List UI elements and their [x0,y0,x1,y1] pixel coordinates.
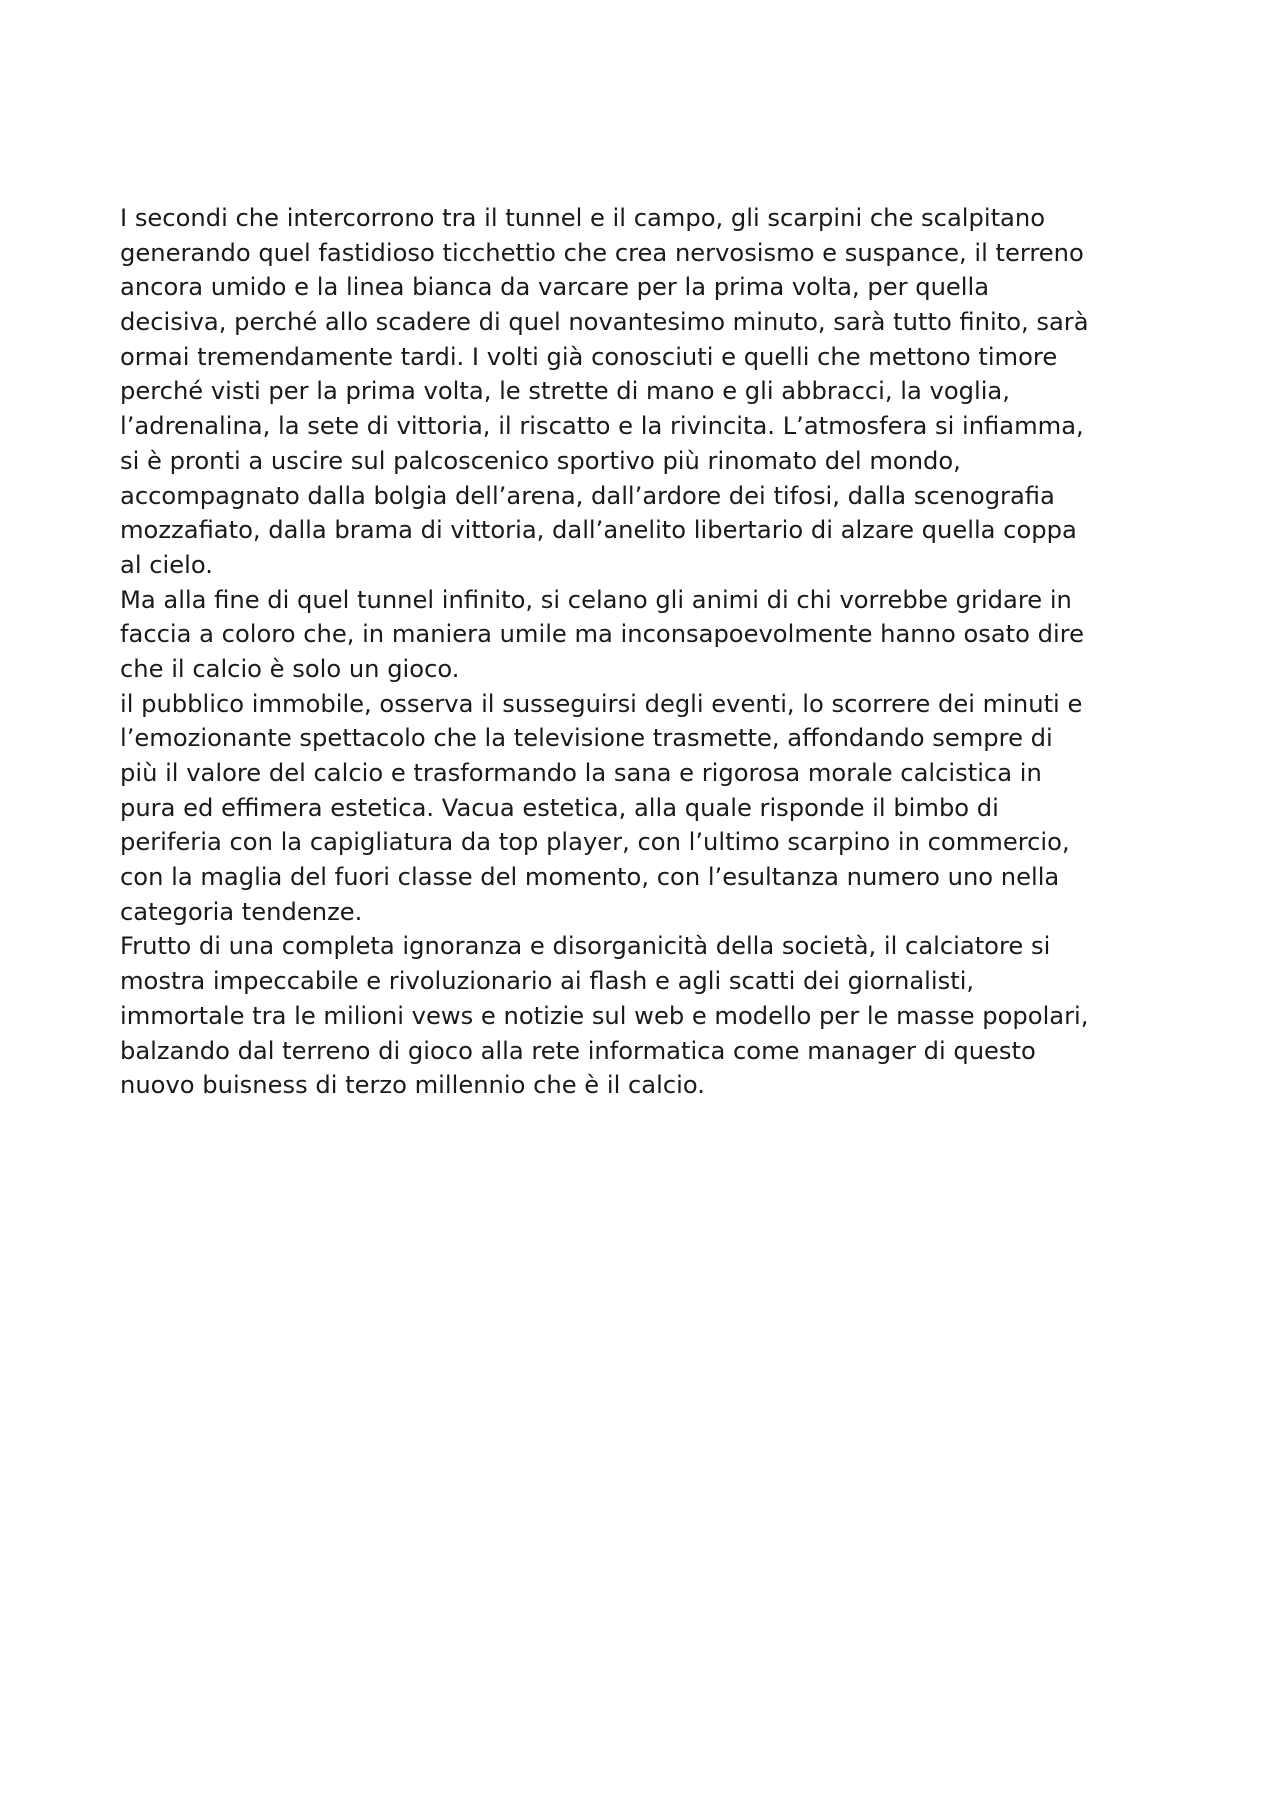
text-line: generando quel fastidioso ticchettio che crea nervosismo e suspance, il terreno [120,238,1084,267]
text-line: mozzafiato, dalla brama di vittoria, dall’anelito libertario di alzare quella coppa [120,516,1077,545]
text-line: l’emozionante spettacolo che la televisione trasmette, affondando sempre di [120,724,1053,753]
text-line: nuovo buisness di terzo millennio che è il calcio. [120,1071,705,1100]
text-line: l’adrenalina, la sete di vittoria, il riscatto e la rivincita. L’atmosfera si infiamma, [120,412,1084,441]
text-line: categoria tendenze. [120,897,363,926]
text-line: immortale tra le milioni vews e notizie sul web e modello per le masse popolari, [120,1001,1089,1030]
text-line: decisiva, perché allo scadere di quel novantesimo minuto, sarà tutto finito, sarà [120,308,1089,337]
text-line: ormai tremendamente tardi. I volti già conosciuti e quelli che mettono timore [120,342,1058,371]
text-line: si è pronti a uscire sul palcoscenico sportivo più rinomato del mondo, [120,446,961,475]
text-line: Ma alla fine di quel tunnel infinito, si celano gli animi di chi vorrebbe gridare in [120,585,1072,614]
body-text [120,201,1180,1103]
text-line: ancora umido e la linea bianca da varcare per la prima volta, per quella [120,273,990,302]
text-line: perché visti per la prima volta, le strette di mano e gli abbracci, la voglia, [120,377,1010,406]
text-line: che il calcio è solo un gioco. [120,654,460,683]
text-line: faccia a coloro che, in maniera umile ma inconsapoevolmente hanno osato dire [120,620,1085,649]
text-line: pura ed effimera estetica. Vacua estetica, alla quale risponde il bimbo di [120,793,999,822]
text-line: il pubblico immobile, osserva il susseguirsi degli eventi, lo scorrere dei minuti e [120,689,1083,718]
text-line: accompagnato dalla bolgia dell’arena, dall’ardore dei tifosi, dalla scenografia [120,481,1055,510]
text-line: mostra impeccabile e rivoluzionario ai flash e agli scatti dei giornalisti, [120,967,975,996]
text-line: più il valore del calcio e trasformando la sana e rigorosa morale calcistica in [120,759,1042,787]
text-line: al cielo. [120,550,213,579]
text-line: balzando dal terreno di gioco alla rete informatica come manager di questo [120,1036,1036,1065]
text-line: periferia con la capigliatura da top player, con l’ultimo scarpino in commercio, [120,828,1070,857]
text-line: con la maglia del fuori classe del momento, con l’esultanza numero uno nella [120,863,1060,892]
text-line: I secondi che intercorrono tra il tunnel e il campo, gli scarpini che scalpitano [120,204,1046,232]
text-line: Frutto di una completa ignoranza e disorganicità della società, il calciatore si [120,932,1051,961]
